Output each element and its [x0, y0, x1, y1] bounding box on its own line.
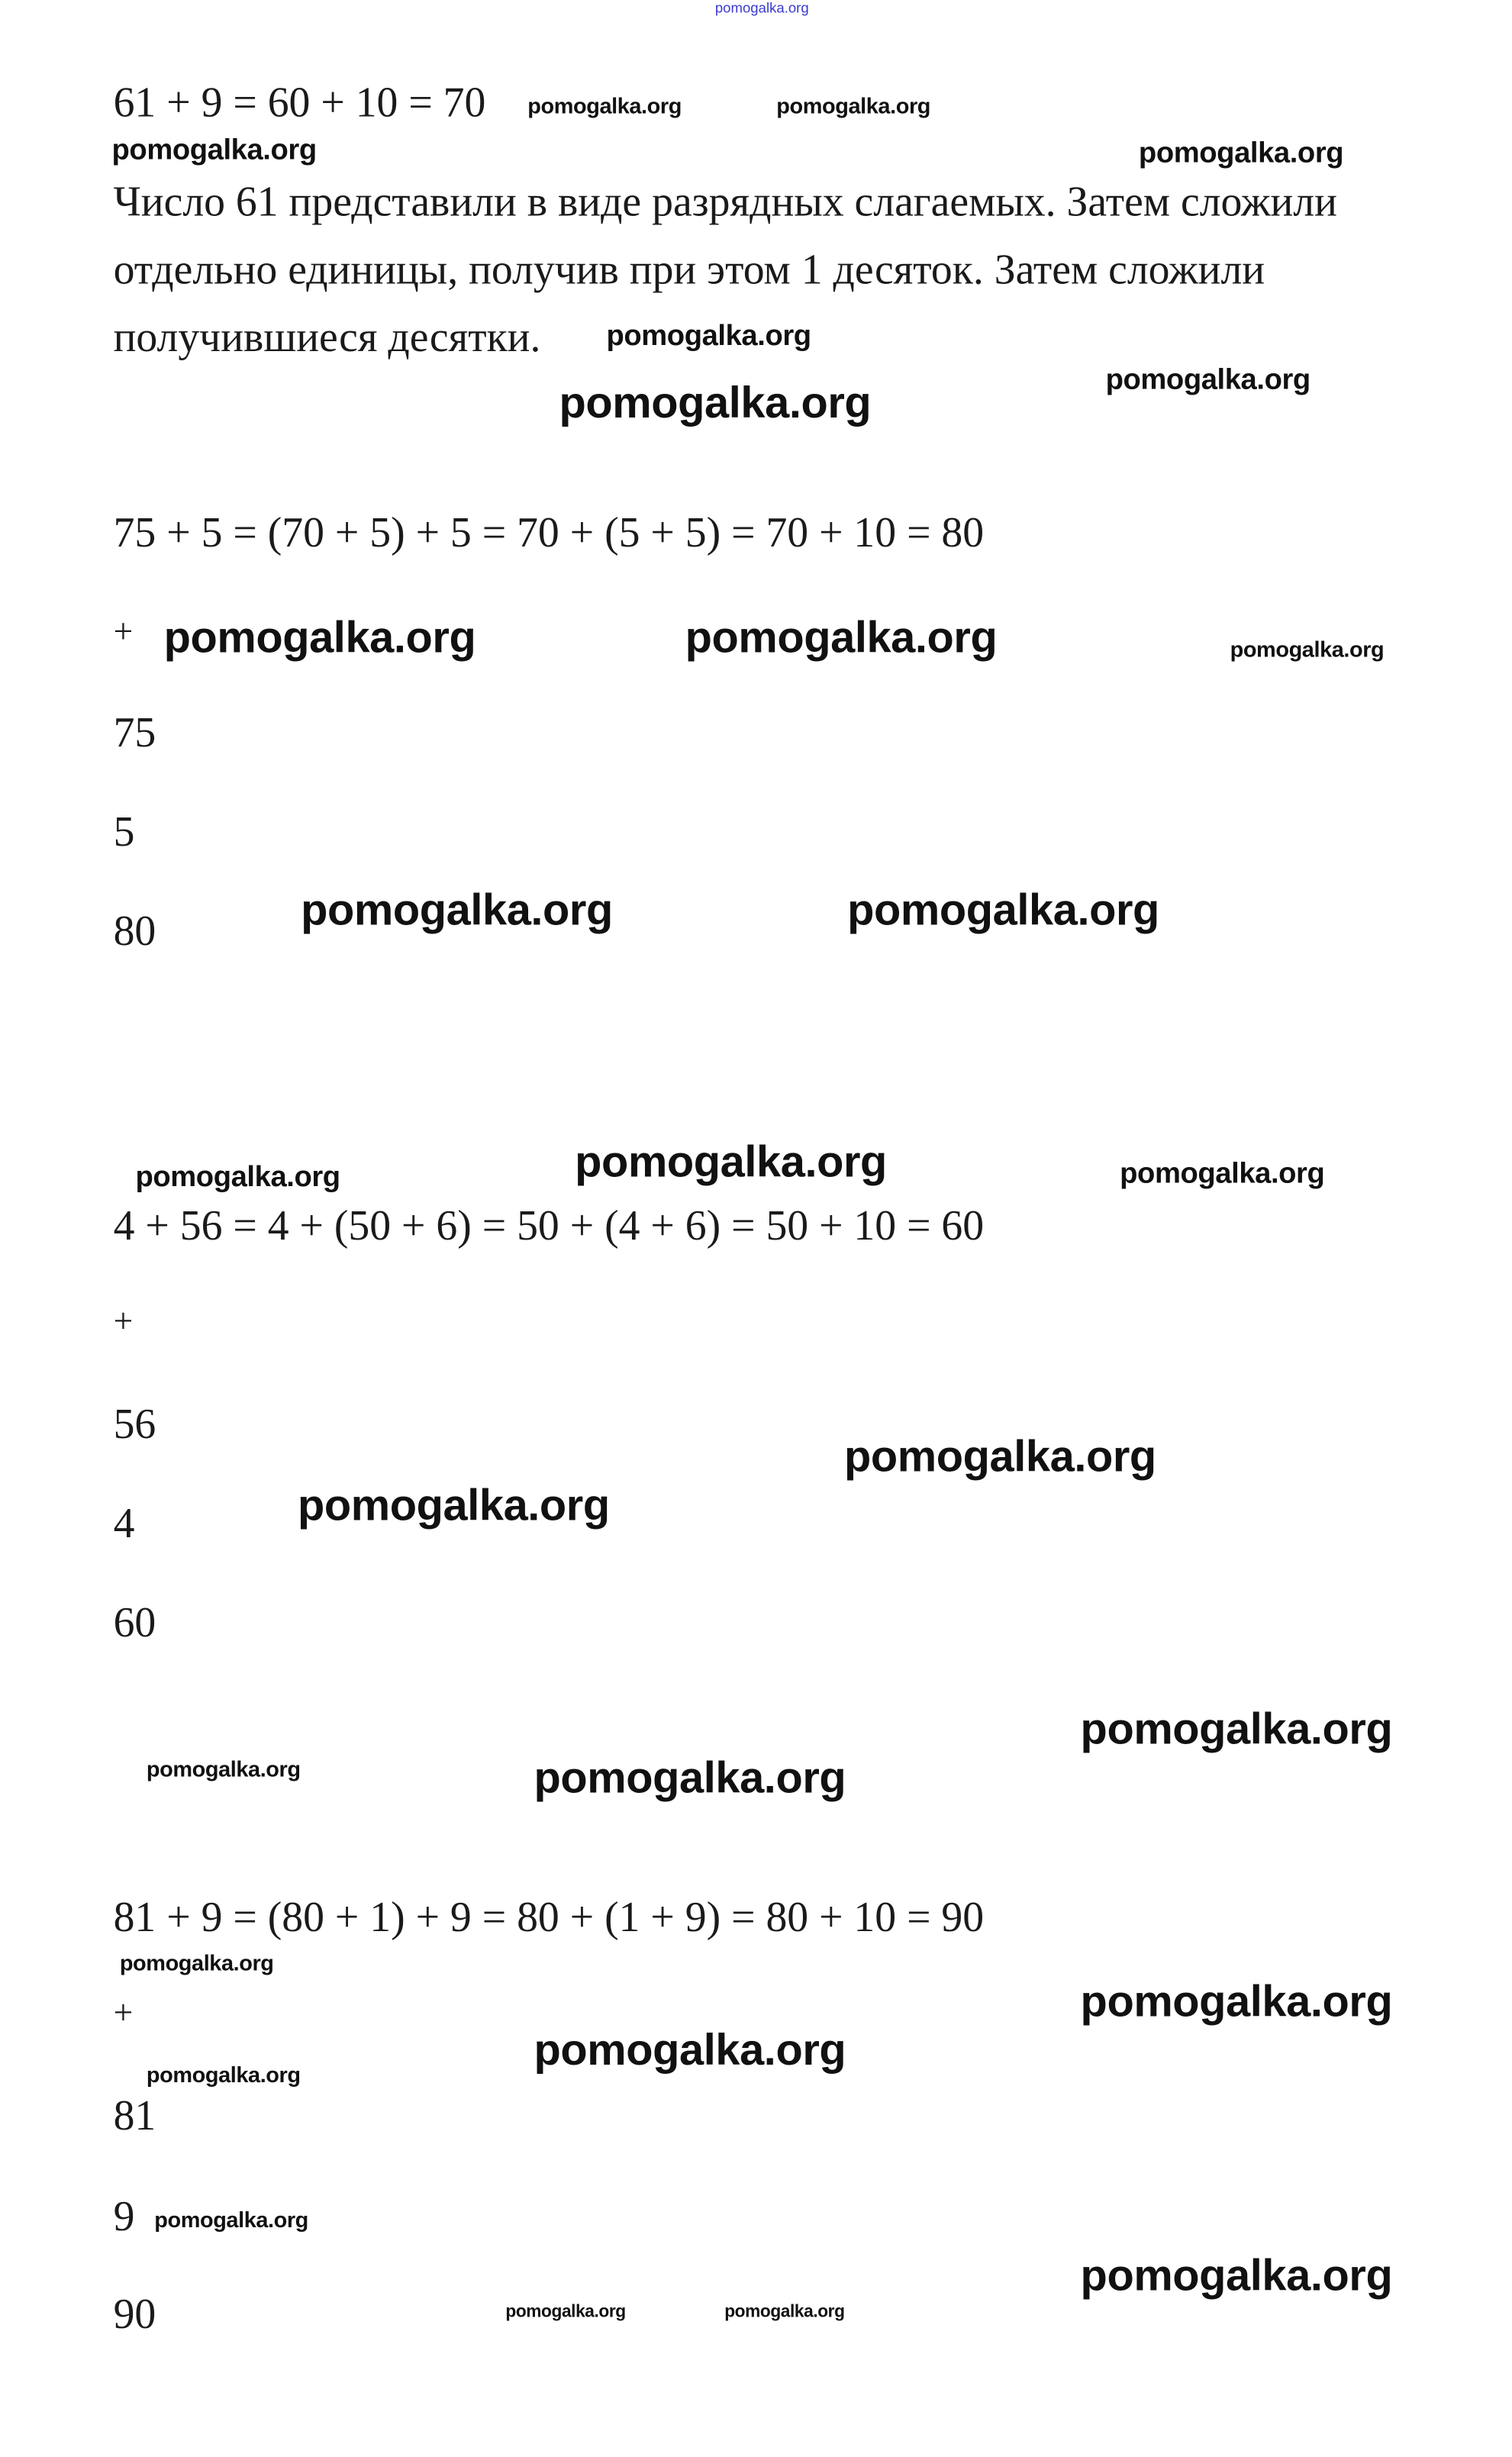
watermark: pomogalka.org	[1080, 1704, 1393, 1753]
equation-line: 61 + 9 = 60 + 10 = 70	[113, 79, 486, 127]
watermark: pomogalka.org	[527, 92, 682, 118]
watermark: pomogalka.org	[146, 2062, 301, 2088]
watermark: pomogalka.org	[1120, 1156, 1325, 1189]
column-addend: 9	[113, 2192, 135, 2240]
watermark: pomogalka.org	[1105, 362, 1311, 395]
watermark: pomogalka.org	[606, 318, 811, 352]
watermark: pomogalka.org	[847, 885, 1159, 934]
watermark: pomogalka.org	[154, 2206, 308, 2232]
column-sum: 80	[113, 907, 156, 955]
watermark: pomogalka.org	[146, 1756, 301, 1781]
watermark: pomogalka.org	[844, 1431, 1156, 1481]
column-plus-sign: +	[113, 1301, 134, 1341]
column-plus-sign: +	[113, 1992, 134, 2032]
watermark: pomogalka.org	[1080, 2250, 1393, 2300]
watermark: pomogalka.org	[298, 1480, 610, 1530]
explanation-line: отдельно единицы, получив при этом 1 десяток. Затем сложили	[113, 245, 1265, 293]
explanation-line: получившиеся десятки.	[113, 313, 541, 361]
equation-line: 4 + 56 = 4 + (50 + 6) = 50 + (4 + 6) = 50 + 10 = 60	[113, 1201, 985, 1249]
watermark: pomogalka.org	[724, 2302, 845, 2322]
watermark: pomogalka.org	[685, 612, 998, 662]
watermark: pomogalka.org	[1230, 636, 1385, 662]
site-link[interactable]: pomogalka.org	[714, 0, 809, 16]
watermark: pomogalka.org	[559, 378, 872, 427]
column-addend: 75	[113, 708, 156, 756]
watermark: pomogalka.org	[1138, 135, 1344, 169]
watermark: pomogalka.org	[1080, 1976, 1393, 2026]
watermark: pomogalka.org	[301, 885, 613, 934]
watermark: pomogalka.org	[575, 1137, 887, 1186]
column-sum: 90	[113, 2290, 156, 2338]
watermark: pomogalka.org	[135, 1159, 340, 1193]
column-sum: 60	[113, 1598, 156, 1646]
watermark: pomogalka.org	[534, 2025, 846, 2075]
equation-line: 81 + 9 = (80 + 1) + 9 = 80 + (1 + 9) = 80 + 10 = 90	[113, 1893, 985, 1941]
watermark: pomogalka.org	[776, 92, 931, 118]
watermark: pomogalka.org	[111, 132, 317, 166]
explanation-line: Число 61 представили в виде разрядных слагаемых. Затем сложили	[113, 178, 1337, 226]
watermark: pomogalka.org	[534, 1752, 846, 1802]
column-addend: 81	[113, 2091, 156, 2139]
column-addend: 56	[113, 1400, 156, 1448]
watermark: pomogalka.org	[163, 612, 476, 662]
column-addend: 4	[113, 1499, 135, 1547]
column-addend: 5	[113, 808, 135, 856]
column-plus-sign: +	[113, 611, 134, 651]
watermark: pomogalka.org	[119, 1949, 274, 1975]
equation-line: 75 + 5 = (70 + 5) + 5 = 70 + (5 + 5) = 70 + 10 = 80	[113, 508, 985, 556]
watermark: pomogalka.org	[505, 2302, 626, 2322]
